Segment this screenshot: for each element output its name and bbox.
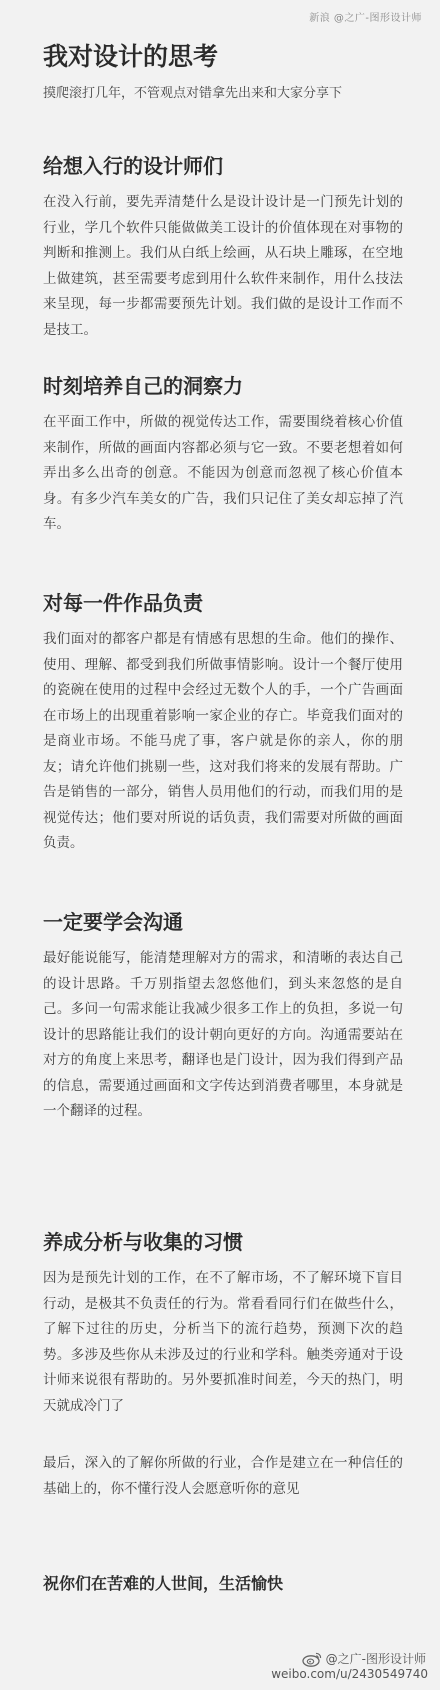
section-body: 在没入行前，要先弄清楚什么是设计设计是一门预先计划的行业，学几个软件只能做做美工设计的价值体现在对事物的判断和推测上。我们从白纸上绘画，从石块上雕琢，在空地上做建筑，甚至需要考虑到用什么软件来制作，用什么技法来呈现，每一步都需要预先计划。我们做的是设计工作而不是技工。 xyxy=(43,194,403,338)
page-title: 我对设计的思考 xyxy=(43,42,219,71)
section-heading: 养成分析与收集的习惯 xyxy=(43,1230,243,1254)
section-analysis xyxy=(43,1228,403,1419)
section-heading: 一定要学会沟通 xyxy=(43,910,183,934)
section-body: 我们面对的都客户都是有情感有思想的生命。他们的操作、使用、理解、都受到我们所做事情影响。设计一个餐厅使用的瓷碗在使用的过程中会经过无数个人的手，一个广告画面在市场上的出现重着影响一家企业的存亡。毕竟我们面对的是商业市场。不能马虎了事，客户就是你的亲人，你的朋友；请允许他们挑剔一些，这对我们将来的发展有帮助。广告是销售的一部分，销售人员用他们的行动，而我们用的是视觉传达；他们要对所说的话负责，我们需要对所做的画面负责。 xyxy=(43,631,403,851)
watermark-handle: @之广-图形设计师 xyxy=(325,1652,426,1666)
section-responsibility xyxy=(43,589,403,857)
top-credit: 新浪 @之广-图形设计师 xyxy=(309,13,422,24)
section-heading: 对每一件作品负责 xyxy=(43,591,203,615)
section-for-newcomers xyxy=(43,152,403,343)
section-communication xyxy=(43,908,403,1125)
section-insight xyxy=(43,372,403,538)
section-heading: 给想入行的设计师们 xyxy=(43,154,223,178)
page-subtitle: 摸爬滚打几年，不管观点对错拿先出来和大家分享下 xyxy=(43,86,343,101)
section-body: 最好能说能写，能清楚理解对方的需求，和清晰的表达自己的设计思路。千万别指望去忽悠他们，到头来忽悠的是自己。多问一句需求能让我减少很多工作上的负担，多说一句设计的思路能让我们的设计朝向更好的方向。沟通需要站在对方的角度上来思考，翻译也是门设计，因为我们得到产品的信息，需要通过画面和文字传达到消费者哪里，本身就是一个翻译的过程。 xyxy=(43,950,403,1119)
blessing-line: 祝你们在苦难的人世间，生活愉快 xyxy=(43,1574,284,1593)
section-body: 在平面工作中，所做的视觉传达工作，需要围绕着核心价值来制作，所做的画面内容都必须与它一致。不要老想着如何弄出多么出奇的创意。不能因为创意而忽视了核心价值本身。有多少汽车美女的广告，我们只记住了美女却忘掉了汽车。 xyxy=(43,414,403,532)
section-heading: 时刻培养自己的洞察力 xyxy=(43,374,243,398)
watermark-handle-row xyxy=(302,1650,426,1667)
closing-paragraph: 最后，深入的了解你所做的行业，合作是建立在一种信任的基础上的，你不懂行没人会愿意听你的意见 xyxy=(43,1455,403,1497)
weibo-logo-icon xyxy=(302,1651,322,1667)
watermark-url: weibo.com/u/2430549740 xyxy=(271,1667,428,1681)
section-body: 因为是预先计划的工作，在不了解市场，不了解环境下盲目行动，是极其不负责任的行为。常看看同行们在做些什么，了解下过往的历史，分析当下的流行趋势，预测下次的趋势。多涉及些你从未涉及过的行业和学科。触类旁通对于设计师来说很有帮助的。另外要抓准时间差，今天的热门，明天就成冷门了 xyxy=(43,1270,403,1414)
